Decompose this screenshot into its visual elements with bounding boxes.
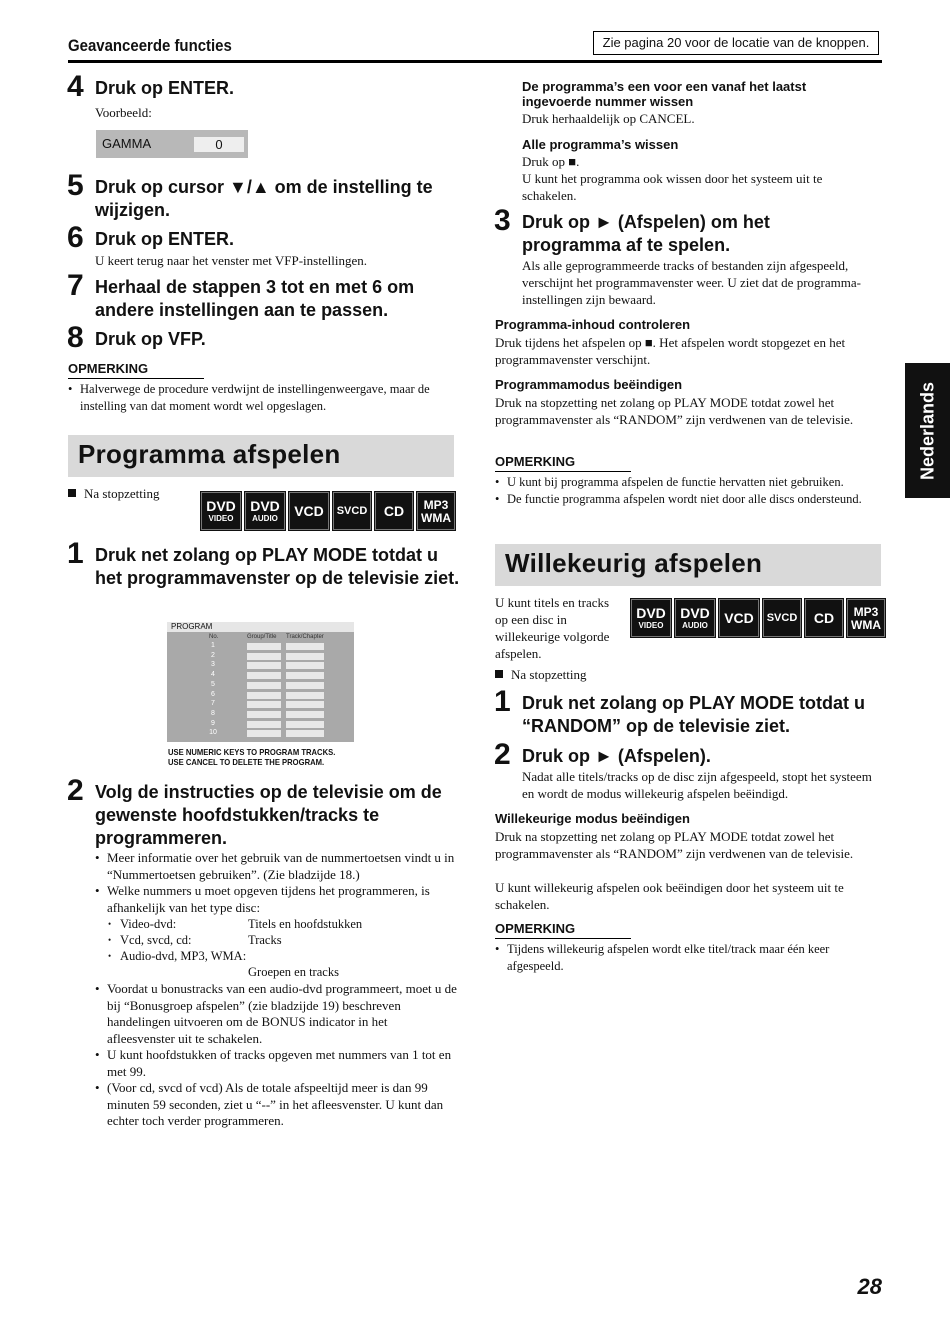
end-random-body-2: U kunt willekeurig afspelen ook beëindigen door het systeem uit te schakelen. [495, 880, 844, 912]
disc-badges [630, 598, 886, 638]
program-section-header [68, 435, 454, 477]
program-track-cell [286, 692, 324, 699]
program-group-cell [247, 662, 281, 669]
program-track-cell [286, 701, 324, 708]
program-section-title: Programma afspelen [78, 439, 341, 469]
random-step-1: 1 Druk net zolang op PLAY MODE totdat u “RANDOM” op de televisie ziet. [494, 685, 866, 736]
col-group-title: Group/Title [247, 634, 277, 640]
program-bullet: • Voordat u bonustracks van een audio-dvd programmeert, moet u de bij “Bonusgroep afspelen” (zie bladzijde 19) beschreven handelingen uitvoeren om de BONUS indicator in het afleesvenster uit te schakelen. [95, 981, 457, 1047]
program-row-number: 5 [211, 680, 215, 688]
disc-type-row: • Video-dvd: Titels en hoofdstukken [108, 916, 458, 932]
program-bullet: • Meer informatie over het gebruik van de nummertoetsen vindt u in “Nummertoetsen gebruiken”. (Zie bladzijde 18.) [95, 850, 457, 883]
program-bullets-a [95, 850, 457, 916]
program-caption-2: USE CANCEL TO DELETE THE PROGRAM. [168, 757, 325, 767]
col-no: No. [209, 634, 219, 640]
delete-one-heading: De programma’s een voor een vanaf het laatst ingevoerde nummer wissen [522, 79, 807, 109]
program-track-cell [286, 653, 324, 660]
program-group-cell [247, 682, 281, 689]
random-section-title: Willekeurig afspelen [505, 548, 763, 578]
check-program-body: Druk tijdens het afspelen op ■. Het afspelen wordt stopgezet en het programmavenster verschijnt. [495, 335, 846, 367]
program-step-1: 1 Druk net zolang op PLAY MODE totdat u het programmavenster op de televisie ziet. [67, 537, 460, 588]
program-caption-1: USE NUMERIC KEYS TO PROGRAM TRACKS. [168, 747, 336, 757]
random-step-2-body: Nadat alle titels/tracks op de disc zijn afgespeeld, stopt het systeem en wordt de modus willekeurig afspelen beëindigd. [522, 769, 872, 801]
stop-square-icon [68, 489, 76, 497]
program-track-cell [286, 721, 324, 728]
program-group-cell [247, 672, 281, 679]
note-list [495, 941, 880, 974]
note-item: • De functie programma afspelen wordt niet door alle discs ondersteund. [495, 491, 880, 508]
disc-type-last-value: Groepen en tracks [248, 965, 339, 979]
random-section-header [495, 544, 881, 586]
badge-cd: CD [804, 598, 844, 638]
delete-one-body: Druk herhaaldelijk op CANCEL. [522, 111, 695, 126]
program-track-cell [286, 682, 324, 689]
program-group-cell [247, 643, 281, 650]
delete-all-heading: Alle programma’s wissen [522, 137, 679, 152]
note-item: • U kunt bij programma afspelen de functie hervatten niet gebruiken. [495, 474, 880, 491]
program-row-number: 7 [211, 700, 215, 708]
step-8: 8 Druk op VFP. [67, 321, 206, 354]
random-condition: Na stopzetting [495, 666, 586, 683]
program-screen-title: PROGRAM [171, 622, 213, 631]
note-item: • Tijdens willekeurig afspelen wordt elke titel/track maar één keer afgespeeld. [495, 941, 880, 974]
disc-badges [200, 491, 456, 531]
end-program-heading: Programmamodus beëindigen [495, 377, 683, 392]
button-location-reference: Zie pagina 20 voor de locatie van de knoppen. [593, 31, 879, 55]
example-label: Voorbeeld: [95, 105, 152, 120]
program-row-number: 8 [211, 709, 215, 717]
language-tab-label: Nederlands [917, 381, 937, 480]
program-row-number: 4 [211, 671, 215, 679]
program-track-cell [286, 662, 324, 669]
badge-dvd-video: DVD VIDEO [630, 598, 672, 638]
program-bullets-b [95, 981, 457, 1130]
header-rule [68, 60, 882, 63]
badge-cd: CD [374, 491, 414, 531]
program-step-3-body: Als alle geprogrammeerde tracks of bestanden zijn afgespeeld, verschijnt het programmavenster weer. U ziet dat de programma-instellingen zijn bewaard. [522, 258, 861, 307]
note-list [495, 474, 880, 507]
program-track-cell [286, 711, 324, 718]
check-program-heading: Programma-inhoud controleren [495, 317, 691, 332]
step-6-body: U keert terug naar het venster met VFP-instellingen. [95, 253, 367, 268]
gamma-label: GAMMA [102, 136, 152, 151]
badge-vcd: VCD [718, 598, 760, 638]
program-group-cell [247, 653, 281, 660]
disc-type-row: • Vcd, svcd, cd: Tracks [108, 932, 458, 948]
badge-svcd: SVCD [762, 598, 802, 638]
badge-svcd: SVCD [332, 491, 372, 531]
program-step-3: 3 Druk op ► (Afspelen) om het programma af te spelen. [494, 204, 770, 255]
program-condition: Na stopzetting [68, 485, 159, 502]
program-track-cell [286, 643, 324, 650]
program-group-cell [247, 721, 281, 728]
program-bullet: • U kunt hoofdstukken of tracks opgeven met nummers van 1 tot en met 99. [95, 1047, 457, 1080]
badge-dvd-audio: DVD AUDIO [244, 491, 286, 531]
end-program-body: Druk na stopzetting net zolang op PLAY MODE totdat zowel het programmavenster als “RANDOM” zijn verdwenen van de televisie. [495, 395, 854, 427]
program-bullet: • Welke nummers u moet opgeven tijdens het programmeren, is afhankelijk van het type disc: [95, 883, 457, 916]
note-list [68, 381, 458, 414]
end-random-heading: Willekeurige modus beëindigen [495, 811, 690, 826]
note-item: • Halverwege de procedure verdwijnt de instellingenweergave, maar de instelling van dat moment wordt wel opgeslagen. [68, 381, 458, 414]
program-screen [167, 622, 354, 742]
gamma-value: 0 [194, 137, 244, 152]
program-group-cell [247, 711, 281, 718]
random-step-2: 2 Druk op ► (Afspelen). [494, 738, 711, 771]
random-intro: U kunt titels en tracks op een disc in willekeurige volgorde afspelen. [495, 595, 610, 661]
disc-type-row: • Audio-dvd, MP3, WMA: [108, 948, 458, 964]
program-row-number: 10 [209, 729, 217, 737]
gamma-display [96, 130, 248, 158]
badge-dvd-video: DVD VIDEO [200, 491, 242, 531]
end-random-body-1: Druk na stopzetting net zolang op PLAY MODE totdat zowel het programmavenster als “RANDOM” zijn verdwenen van de televisie. [495, 829, 854, 861]
program-row-number: 9 [211, 719, 215, 727]
step-5: 5 Druk op cursor ▼/▲ om de instelling te wijzigen. [67, 169, 433, 220]
program-row-number: 3 [211, 661, 215, 669]
delete-all-body-2: U kunt het programma ook wissen door het systeem uit te schakelen. [522, 171, 823, 203]
badge-mp3-wma: MP3 WMA [416, 491, 456, 531]
language-tab [905, 363, 950, 498]
note-heading: OPMERKING [495, 454, 631, 472]
program-group-cell [247, 692, 281, 699]
stop-square-icon [495, 670, 503, 678]
program-step-2: 2 Volg de instructies op de televisie om de gewenste hoofdstukken/tracks te programmeren. [67, 774, 442, 848]
program-track-cell [286, 672, 324, 679]
program-row-number: 6 [211, 690, 215, 698]
badge-dvd-audio: DVD AUDIO [674, 598, 716, 638]
step-4: 4 Druk op ENTER. [67, 70, 235, 103]
step-6: 6 Druk op ENTER. [67, 221, 235, 254]
badge-vcd: VCD [288, 491, 330, 531]
col-track-chapter: Track/Chapter [286, 634, 324, 640]
note-heading: OPMERKING [495, 921, 631, 939]
program-track-cell [286, 730, 324, 737]
program-row-number: 1 [211, 642, 215, 649]
program-group-cell [247, 730, 281, 737]
delete-all-body-1: Druk op ■. [522, 154, 580, 169]
step-7: 7 Herhaal de stappen 3 tot en met 6 om andere instellingen aan te passen. [67, 269, 415, 320]
program-row-number: 2 [211, 651, 215, 659]
program-group-cell [247, 701, 281, 708]
note-heading: OPMERKING [68, 361, 204, 379]
page-number: 28 [857, 1274, 882, 1299]
program-bullet: • (Voor cd, svcd of vcd) Als de totale afspeeltijd meer is dan 99 minuten 59 seconden, ziet u “--” in het afleesvenster. U kunt dan echter toch verder programmeren. [95, 1080, 457, 1130]
disc-type-list [108, 916, 458, 980]
badge-mp3-wma: MP3 WMA [846, 598, 886, 638]
section-title: Geavanceerde functies [68, 36, 232, 55]
